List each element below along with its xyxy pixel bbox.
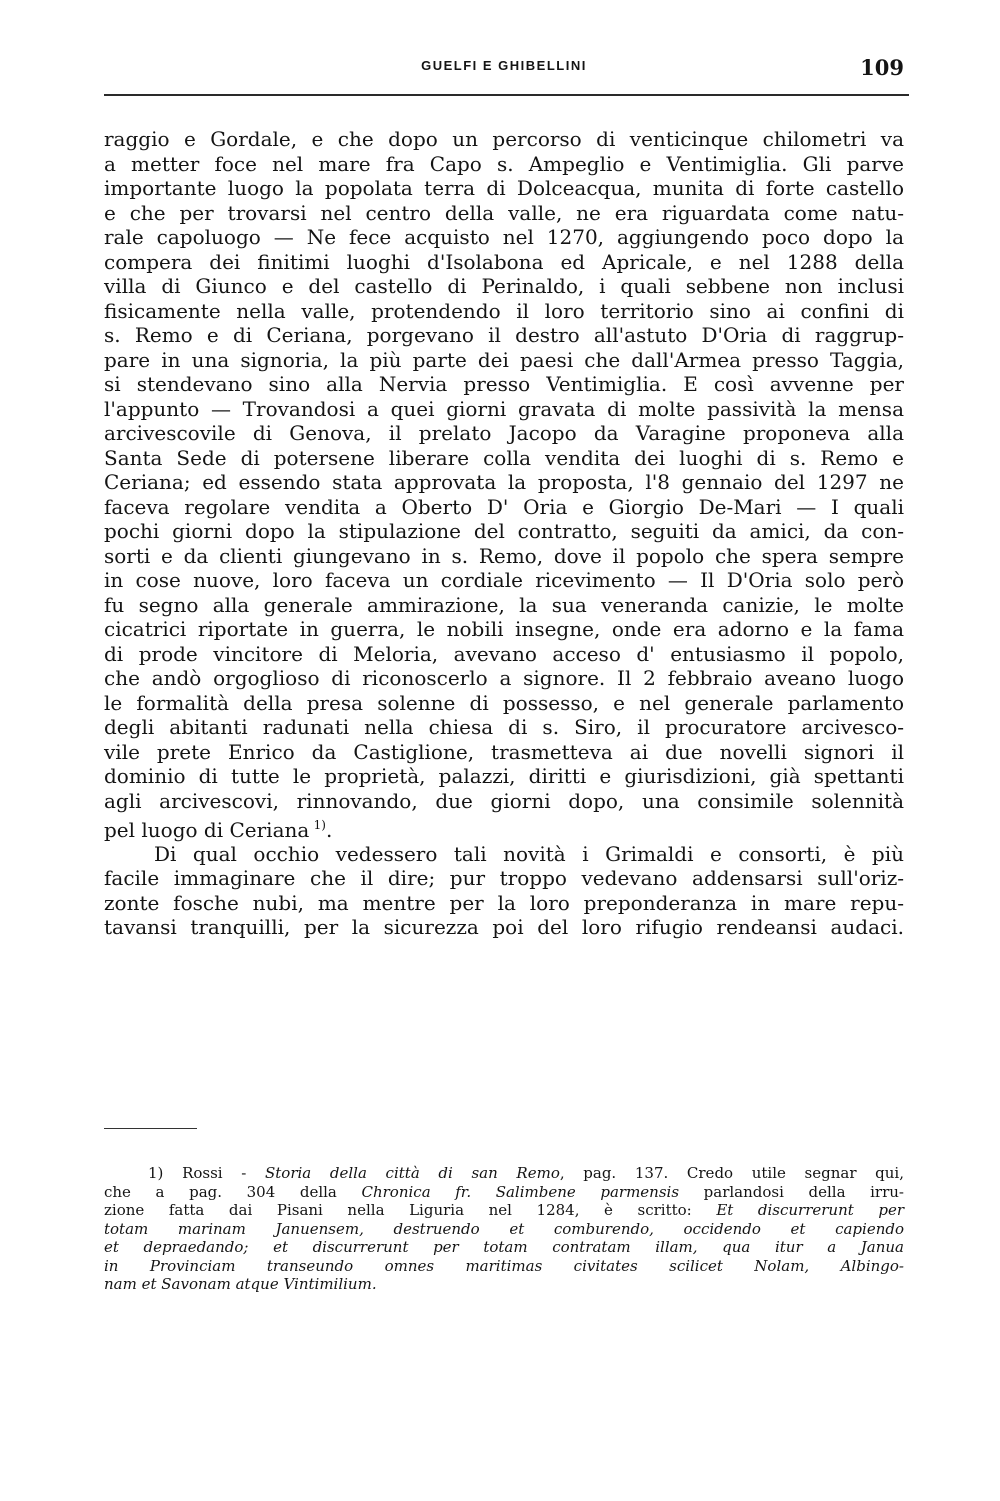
footnote-text: che a pag. 304 della — [104, 1182, 362, 1201]
footnote-marker: 1) — [148, 1164, 164, 1182]
footnote — [104, 1164, 904, 1294]
footnote-text: parlandosi della irru- — [679, 1182, 905, 1201]
text-line: s. Remo e di Ceriana, porgevano il destro all'astuto D'Oria di raggrup- — [104, 323, 904, 347]
paragraph-first-line: Di qual occhio vedessero tali novità i Grimaldi e consorti, è più — [154, 841, 904, 866]
text-fragment: . — [325, 818, 333, 842]
text-line: raggio e Gordale, e che dopo un percorso di venticinque chilometri va — [104, 127, 904, 151]
footnote-line — [104, 1201, 904, 1220]
text-line: villa di Giunco e del castello di Perinaldo, i quali sebbene non inclusi — [104, 274, 904, 298]
text-line: sorti e da clienti giungevano in s. Remo, dove il popolo che spera sempre — [104, 543, 904, 568]
text-line: degli abitanti radunati nella chiesa di s. Siro, il procuratore arcivesco- — [104, 715, 904, 739]
text-line: le formalità della presa solenne di possesso, e nel generale parlamento — [104, 690, 904, 715]
footnote-title: Chronica fr. Salimbene parmensis — [361, 1182, 680, 1201]
footnote-line: nam et Savonam atque Vintimilium. — [104, 1275, 377, 1293]
text-line: Ceriana; ed essendo stata approvata la proposta, l'8 gennaio del 1297 ne — [104, 470, 904, 494]
text-line: in cose nuove, loro faceva un cordiale ricevimento — Il D'Oria solo però — [104, 568, 904, 592]
footnote-quote: Et discurrerunt per — [716, 1201, 905, 1219]
text-line: compera dei finitimi luoghi d'Isolabona ed Apricale, e nel 1288 della — [104, 249, 904, 274]
text-line: e che per trovarsi nel centro della valle, ne era riguardata come natu- — [104, 200, 904, 225]
text-line: fu segno alla generale ammirazione, la sua veneranda canizie, le molte — [104, 592, 904, 617]
footnote-rule — [104, 1128, 197, 1129]
footnote-text: , pag. 137. Credo utile segnar qui, — [559, 1164, 904, 1182]
main-text — [104, 127, 904, 940]
footnote-line — [104, 1164, 904, 1183]
text-line: cicatrici riportate in guerra, le nobili insegne, onde era adorno e la fama — [104, 617, 904, 641]
text-line: tavansi tranquilli, per la sicurezza poi del loro rifugio rendeansi audaci. — [104, 915, 904, 939]
page-number: 109 — [860, 55, 904, 80]
text-line: zonte fosche nubi, ma mentre per la loro preponderanza in mare repu- — [104, 890, 904, 915]
text-line: a metter foce nel mare fra Capo s. Ampeglio e Ventimiglia. Gli parve — [104, 151, 904, 176]
footnote-reference: 1) — [313, 818, 326, 832]
text-line: arcivescovile di Genova, il prelato Jacopo da Varagine proponeva alla — [104, 421, 904, 445]
footnote-line — [104, 1183, 904, 1202]
text-line — [104, 813, 904, 842]
footnote-author: Rossi - — [182, 1164, 265, 1182]
text-line: agli arcivescovi, rinnovando, due giorni dopo, una consimile solennità — [104, 788, 904, 813]
text-line: importante luogo la popolata terra di Dolceacqua, munita di forte castello — [104, 176, 904, 200]
text-line: vile prete Enrico da Castiglione, trasmetteva ai due novelli signori il — [104, 739, 904, 764]
page-header — [104, 55, 904, 90]
text-line: dominio di tutte le proprietà, palazzi, diritti e giurisdizioni, già spettanti — [104, 764, 904, 788]
text-line: pochi giorni dopo la stipulazione del contratto, seguiti da amici, da con- — [104, 519, 904, 543]
text-fragment: pel luogo di Ceriana — [104, 818, 310, 842]
footnote-text: zione fatta dai Pisani nella Liguria nel 1284, è scritto: — [104, 1201, 717, 1219]
text-line: si stendevano sino alla Nervia presso Ventimiglia. E così avvenne per — [104, 372, 904, 396]
text-line: di prode vincitore di Meloria, avevano acceso d' entusiasmo il popolo, — [104, 641, 904, 666]
text-line: facile immaginare che il dire; pur troppo vedevano addensarsi sull'oriz- — [104, 866, 904, 890]
text-line: l'appunto — Trovandosi a quei giorni gravata di molte passività la mensa — [104, 396, 904, 421]
footnote-line: et depraedando; et discurrerunt per totam contratam illam, qua itur a Janua — [104, 1238, 904, 1256]
running-title: GUELFI E GHIBELLINI — [421, 58, 587, 73]
footnote-line: in Provinciam transeundo omnes maritimas civitates scilicet Nolam, Albingo- — [104, 1256, 904, 1275]
header-rule — [104, 94, 909, 96]
text-line: faceva regolare vendita a Oberto D' Oria e Giorgio De-Mari — I quali — [104, 494, 904, 519]
footnote-line: totam marinam Januensem, destruendo et comburendo, occidendo et capiendo — [104, 1219, 904, 1238]
text-line: rale capoluogo — Ne fece acquisto nel 1270, aggiungendo poco dopo la — [104, 225, 904, 249]
text-line: Santa Sede di potersene liberare colla vendita dei luoghi di s. Remo e — [104, 445, 904, 470]
text-line: che andò orgoglioso di riconoscerlo a signore. Il 2 febbraio aveano luogo — [104, 666, 904, 690]
footnote-title: Storia della città di san Remo — [264, 1164, 560, 1182]
text-line: fisicamente nella valle, protendendo il loro territorio sino ai confini di — [104, 298, 904, 323]
text-line: pare in una signoria, la più parte dei paesi che dall'Armea presso Taggia, — [104, 347, 904, 372]
